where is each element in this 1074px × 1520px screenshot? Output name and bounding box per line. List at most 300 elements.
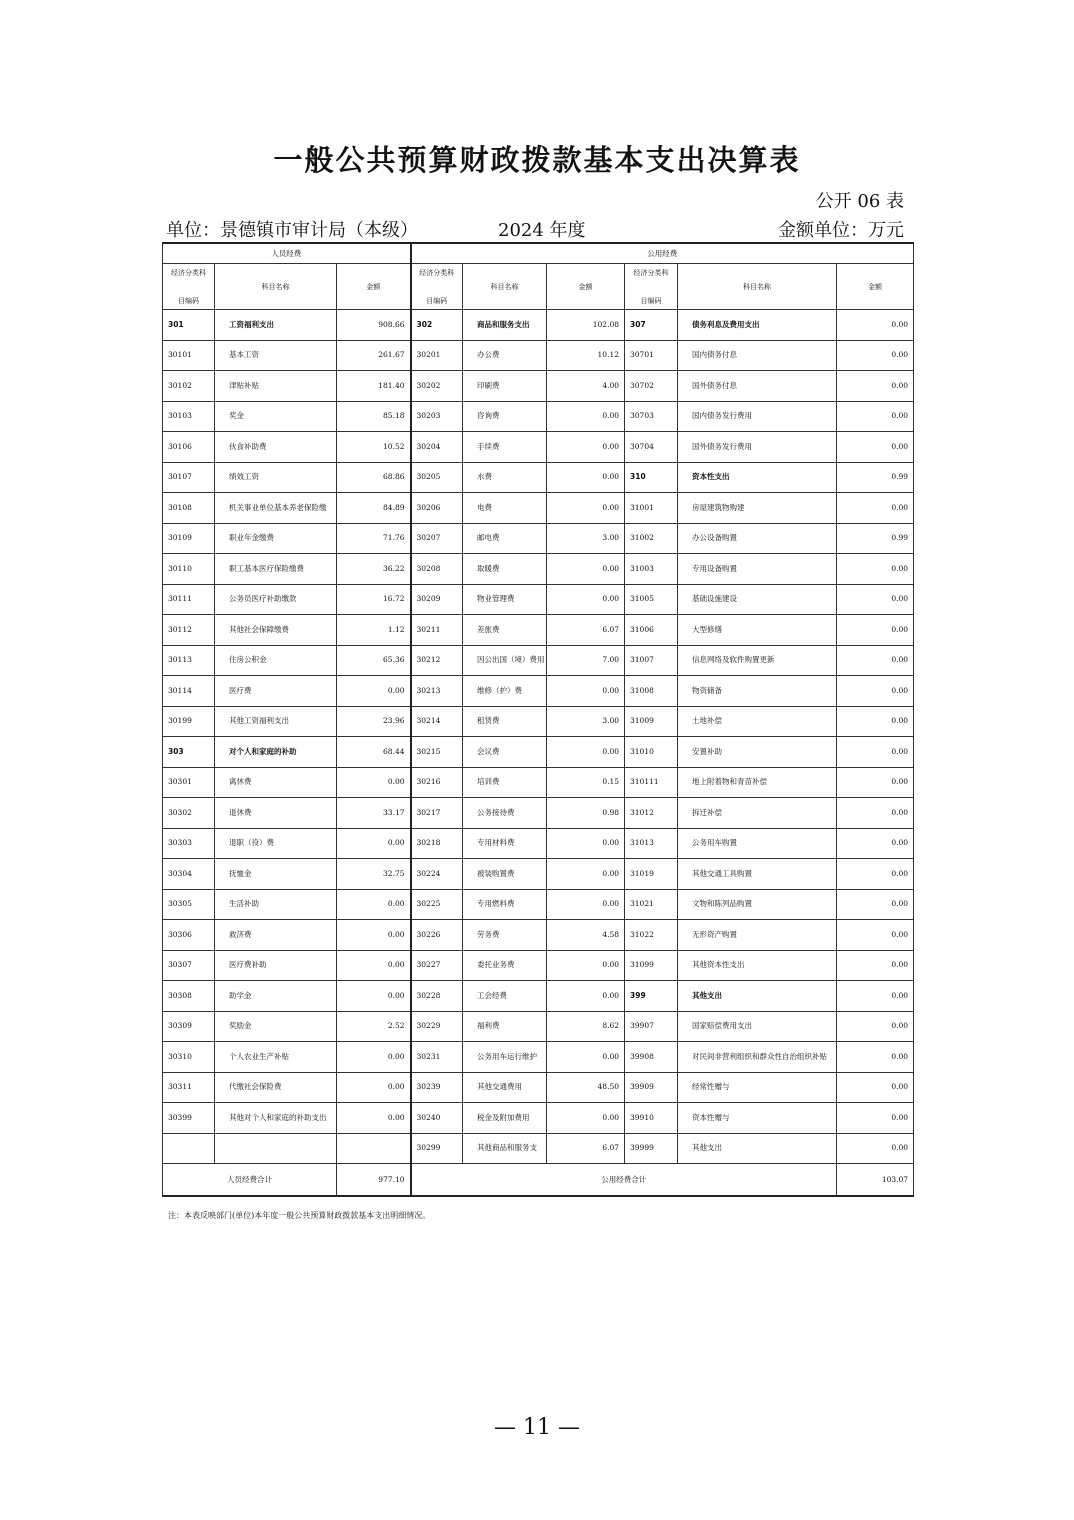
table-row [163,706,914,737]
cell-code: 39909 [625,1072,678,1103]
table-row [163,737,914,768]
cell-name: 救济费 [215,920,337,951]
table-row [163,615,914,646]
cell-name: 其他支出 [678,981,837,1012]
header-amount: 金额 [337,264,411,310]
cell-code: 31009 [625,706,678,737]
cell-code: 301 [163,310,215,341]
cell-code: 31002 [625,523,678,554]
cell-name: 租赁费 [463,706,547,737]
header-name: 科目名称 [215,264,337,310]
cell-name: 专用设备购置 [678,554,837,585]
cell-name: 工会经费 [463,981,547,1012]
header-amount: 金额 [837,264,914,310]
cell-name: 生活补助 [215,889,337,920]
cell-code: 30239 [411,1072,463,1103]
cell-name: 因公出国（境）费用 [463,645,547,676]
cell-amount: 0.00 [837,554,914,585]
table-row [163,432,914,463]
public-total-label: 公用经费合计 [411,1164,837,1197]
cell-amount: 0.00 [837,615,914,646]
cell-name: 委托业务费 [463,950,547,981]
cell-name: 电费 [463,493,547,524]
cell-amount: 908.66 [337,310,411,341]
cell-amount: 0.00 [337,981,411,1012]
cell-name: 专用材料费 [463,828,547,859]
cell-name: 个人农业生产补贴 [215,1042,337,1073]
cell-amount: 0.98 [547,798,625,829]
cell-amount: 0.00 [547,737,625,768]
cell-name: 手续费 [463,432,547,463]
cell-amount: 1.12 [337,615,411,646]
cell-name: 被装购置费 [463,859,547,890]
cell-code: 39908 [625,1042,678,1073]
table-row [163,1103,914,1134]
cell-code: 31008 [625,676,678,707]
cell-amount: 0.00 [837,584,914,615]
table-row [163,371,914,402]
cell-amount: 33.17 [337,798,411,829]
cell-code: 30212 [411,645,463,676]
cell-amount: 0.00 [547,462,625,493]
cell-amount: 6.07 [547,615,625,646]
cell-code: 30204 [411,432,463,463]
cell-amount: 0.00 [547,950,625,981]
cell-code: 30107 [163,462,215,493]
cell-name: 其他交通费用 [463,1072,547,1103]
cell-amount: 0.00 [837,310,914,341]
cell-code: 31099 [625,950,678,981]
cell-code: 30305 [163,889,215,920]
cell-code: 399 [625,981,678,1012]
public-total-amount: 103.07 [837,1164,914,1197]
cell-code: 307 [625,310,678,341]
cell-code: 30704 [625,432,678,463]
cell-name: 国家赔偿费用支出 [678,1011,837,1042]
cell-amount: 23.96 [337,706,411,737]
cell-name: 取暖费 [463,554,547,585]
cell-amount: 0.00 [547,432,625,463]
group-header-row [163,243,914,264]
unit-label: 单位：景德镇市审计局（本级） [166,220,418,241]
cell-name: 奖励金 [215,1011,337,1042]
cell-amount: 0.00 [837,798,914,829]
cell-name: 培训费 [463,767,547,798]
cell-amount: 181.40 [337,371,411,402]
cell-name: 办公费 [463,340,547,371]
cell-code: 30202 [411,371,463,402]
cell-code: 30301 [163,767,215,798]
table-row [163,1011,914,1042]
cell-amount: 0.00 [547,554,625,585]
cell-name: 经常性赠与 [678,1072,837,1103]
table-row [163,981,914,1012]
cell-amount: 68.86 [337,462,411,493]
cell-amount: 0.00 [837,676,914,707]
cell-code: 30110 [163,554,215,585]
table-row [163,523,914,554]
money-unit-label: 金额单位：万元 [778,220,904,241]
cell-name: 咨询费 [463,401,547,432]
cell-name: 印刷费 [463,371,547,402]
table-row [163,859,914,890]
cell-name: 税金及附加费用 [463,1103,547,1134]
cell-name: 国内债务发行费用 [678,401,837,432]
cell-code: 30114 [163,676,215,707]
cell-amount: 0.00 [837,950,914,981]
cell-code: 30304 [163,859,215,890]
cell-code: 30308 [163,981,215,1012]
cell-name: 地上附着物和青苗补偿 [678,767,837,798]
cell-amount: 0.00 [837,767,914,798]
personnel-total-amount: 977.10 [337,1164,411,1197]
cell-amount: 85.18 [337,401,411,432]
cell-name: 其他对个人和家庭的补助支出 [215,1103,337,1134]
cell-name: 离休费 [215,767,337,798]
cell-amount: 102.08 [547,310,625,341]
cell-code: 30211 [411,615,463,646]
cell-amount: 0.00 [547,493,625,524]
cell-amount: 0.00 [337,1042,411,1073]
cell-code: 30208 [411,554,463,585]
table-row [163,950,914,981]
group-public: 公用经费 [411,243,914,264]
cell-code: 31022 [625,920,678,951]
cell-name [215,1133,337,1164]
cell-name: 商品和服务支出 [463,310,547,341]
cell-code: 31013 [625,828,678,859]
cell-amount: 8.62 [547,1011,625,1042]
cell-amount: 0.99 [837,462,914,493]
cell-name: 邮电费 [463,523,547,554]
cell-name: 办公设备购置 [678,523,837,554]
cell-name: 其他交通工具购置 [678,859,837,890]
cell-name: 职工基本医疗保险缴费 [215,554,337,585]
cell-amount: 10.52 [337,432,411,463]
group-personnel: 人员经费 [163,243,411,264]
cell-amount: 4.58 [547,920,625,951]
cell-amount: 3.00 [547,523,625,554]
cell-name: 对个人和家庭的补助 [215,737,337,768]
cell-name: 维修（护）费 [463,676,547,707]
cell-code: 30214 [411,706,463,737]
cell-code: 303 [163,737,215,768]
cell-code: 30240 [411,1103,463,1134]
cell-code: 30201 [411,340,463,371]
cell-amount: 0.00 [837,1133,914,1164]
cell-code: 30227 [411,950,463,981]
cell-code: 30229 [411,1011,463,1042]
cell-amount: 10.12 [547,340,625,371]
cell-code: 39999 [625,1133,678,1164]
cell-code: 30225 [411,889,463,920]
table-row [163,401,914,432]
cell-amount: 0.00 [547,401,625,432]
cell-code [163,1133,215,1164]
cell-name: 工资福利支出 [215,310,337,341]
cell-code: 31021 [625,889,678,920]
cell-name: 伙食补助费 [215,432,337,463]
cell-name: 拆迁补偿 [678,798,837,829]
cell-code: 30702 [625,371,678,402]
year-label: 2024 年度 [498,220,586,241]
cell-code: 30399 [163,1103,215,1134]
cell-name: 无形资产购置 [678,920,837,951]
cell-amount: 0.00 [837,432,914,463]
cell-amount: 0.00 [837,706,914,737]
cell-name: 绩效工资 [215,462,337,493]
cell-name: 水费 [463,462,547,493]
cell-amount: 68.44 [337,737,411,768]
cell-code: 30203 [411,401,463,432]
personnel-total-label: 人员经费合计 [163,1164,337,1197]
cell-name: 退职（役）费 [215,828,337,859]
cell-name: 津贴补贴 [215,371,337,402]
cell-code: 30309 [163,1011,215,1042]
cell-amount: 0.00 [337,1072,411,1103]
cell-amount: 0.00 [837,828,914,859]
cell-code: 31006 [625,615,678,646]
cell-amount: 4.00 [547,371,625,402]
header-code: 经济分类科 目编码 [625,264,678,310]
cell-name: 大型修缮 [678,615,837,646]
table-note: 注：本表反映部门(单位)本年度一般公共预算财政拨款基本支出明细情况。 [168,1211,431,1220]
cell-name: 基础设施建设 [678,584,837,615]
cell-amount: 0.00 [337,920,411,951]
cell-code: 30224 [411,859,463,890]
cell-code: 31005 [625,584,678,615]
cell-amount: 0.00 [837,340,914,371]
cell-amount: 6.07 [547,1133,625,1164]
cell-name: 土地补偿 [678,706,837,737]
cell-code: 30307 [163,950,215,981]
cell-name: 安置补助 [678,737,837,768]
header-amount: 金额 [547,264,625,310]
cell-name: 奖金 [215,401,337,432]
cell-amount: 0.00 [547,889,625,920]
cell-amount: 0.00 [547,859,625,890]
cell-name: 医疗费 [215,676,337,707]
cell-name: 机关事业单位基本养老保险缴 [215,493,337,524]
cell-name: 公务用车运行维护 [463,1042,547,1073]
table-row [163,798,914,829]
cell-amount: 0.00 [337,1103,411,1134]
cell-amount: 0.00 [337,828,411,859]
cell-code: 30106 [163,432,215,463]
cell-code: 31019 [625,859,678,890]
cell-amount: 0.00 [547,1103,625,1134]
form-number: 公开 06 表 [815,191,904,212]
table-row [163,920,914,951]
cell-name: 文物和陈列品购置 [678,889,837,920]
cell-code: 30306 [163,920,215,951]
cell-amount: 7.00 [547,645,625,676]
cell-amount: 0.15 [547,767,625,798]
cell-code: 310111 [625,767,678,798]
cell-amount: 71.76 [337,523,411,554]
cell-code: 30216 [411,767,463,798]
cell-code: 31003 [625,554,678,585]
cell-code: 30701 [625,340,678,371]
cell-name: 资本性赠与 [678,1103,837,1134]
cell-name: 医疗费补助 [215,950,337,981]
cell-name: 公务接待费 [463,798,547,829]
cell-name: 专用燃料费 [463,889,547,920]
cell-amount: 0.00 [547,981,625,1012]
header-code: 经济分类科 目编码 [411,264,463,310]
cell-name: 债务利息及费用支出 [678,310,837,341]
cell-code: 30111 [163,584,215,615]
cell-amount: 0.00 [547,828,625,859]
totals-row [163,1164,914,1197]
cell-amount: 261.67 [337,340,411,371]
cell-amount: 36.22 [337,554,411,585]
cell-code: 30102 [163,371,215,402]
cell-code: 30199 [163,706,215,737]
cell-code: 39907 [625,1011,678,1042]
table-row [163,462,914,493]
cell-code: 30205 [411,462,463,493]
cell-code: 30218 [411,828,463,859]
cell-amount: 0.00 [337,676,411,707]
cell-name: 其他商品和服务支 [463,1133,547,1164]
cell-amount: 0.00 [837,1042,914,1073]
table-row [163,645,914,676]
cell-amount: 3.00 [547,706,625,737]
cell-name: 代缴社会保险费 [215,1072,337,1103]
cell-name: 对民间非营利组织和群众性自治组织补贴 [678,1042,837,1073]
cell-amount: 0.00 [547,584,625,615]
cell-name: 差旅费 [463,615,547,646]
cell-code: 30207 [411,523,463,554]
cell-amount [337,1133,411,1164]
header-code: 经济分类科 目编码 [163,264,215,310]
cell-code: 31001 [625,493,678,524]
cell-name: 国外债务发行费用 [678,432,837,463]
cell-name: 其他资本性支出 [678,950,837,981]
cell-amount: 65.36 [337,645,411,676]
cell-code: 30231 [411,1042,463,1073]
cell-amount: 32.75 [337,859,411,890]
cell-amount: 0.00 [837,889,914,920]
cell-name: 劳务费 [463,920,547,951]
cell-code: 31012 [625,798,678,829]
cell-name: 其他支出 [678,1133,837,1164]
table-row [163,1042,914,1073]
cell-amount: 0.00 [837,981,914,1012]
cell-code: 30228 [411,981,463,1012]
cell-code: 31010 [625,737,678,768]
cell-name: 退休费 [215,798,337,829]
table-row [163,584,914,615]
cell-code: 30103 [163,401,215,432]
table-row [163,1133,914,1164]
cell-code: 30209 [411,584,463,615]
cell-code: 30311 [163,1072,215,1103]
table-row [163,767,914,798]
table-row [163,340,914,371]
cell-code: 30703 [625,401,678,432]
cell-amount: 0.00 [837,401,914,432]
page-title: 一般公共预算财政拨款基本支出决算表 [273,143,801,177]
cell-amount: 0.00 [337,767,411,798]
header-name: 科目名称 [678,264,837,310]
cell-name: 信息网络及软件购置更新 [678,645,837,676]
cell-amount: 84.89 [337,493,411,524]
cell-code: 30217 [411,798,463,829]
cell-name: 会议费 [463,737,547,768]
table-row [163,889,914,920]
cell-name: 其他工资福利支出 [215,706,337,737]
cell-code: 30206 [411,493,463,524]
cell-name: 资本性支出 [678,462,837,493]
cell-name: 公务用车购置 [678,828,837,859]
expenditure-table [162,242,914,1197]
cell-amount: 0.00 [547,1042,625,1073]
cell-amount: 48.50 [547,1072,625,1103]
cell-name: 物业管理费 [463,584,547,615]
page-number: — 11 — [494,1415,580,1440]
cell-amount: 2.52 [337,1011,411,1042]
cell-name: 房屋建筑物购建 [678,493,837,524]
table-row [163,493,914,524]
column-header-row [163,264,914,310]
cell-amount: 0.00 [837,371,914,402]
cell-name: 助学金 [215,981,337,1012]
cell-amount: 0.00 [837,1103,914,1134]
cell-amount: 0.00 [837,1011,914,1042]
cell-amount: 0.00 [337,950,411,981]
cell-code: 30215 [411,737,463,768]
cell-amount: 0.00 [837,920,914,951]
table-row [163,1072,914,1103]
cell-code: 310 [625,462,678,493]
cell-code: 30303 [163,828,215,859]
header-name: 科目名称 [463,264,547,310]
cell-code: 30101 [163,340,215,371]
cell-code: 30112 [163,615,215,646]
table-row [163,310,914,341]
cell-name: 国内债务付息 [678,340,837,371]
cell-code: 30226 [411,920,463,951]
cell-name: 公务员医疗补助缴款 [215,584,337,615]
cell-name: 福利费 [463,1011,547,1042]
table-row [163,676,914,707]
cell-name: 国外债务付息 [678,371,837,402]
cell-code: 30109 [163,523,215,554]
cell-amount: 16.72 [337,584,411,615]
cell-amount: 0.99 [837,523,914,554]
cell-name: 抚恤金 [215,859,337,890]
cell-name: 住房公积金 [215,645,337,676]
cell-amount: 0.00 [547,676,625,707]
cell-amount: 0.00 [837,737,914,768]
cell-amount: 0.00 [837,645,914,676]
cell-code: 30108 [163,493,215,524]
cell-code: 39910 [625,1103,678,1134]
cell-name: 物资储备 [678,676,837,707]
cell-amount: 0.00 [337,889,411,920]
cell-name: 基本工资 [215,340,337,371]
table-row [163,828,914,859]
table-row [163,554,914,585]
cell-amount: 0.00 [837,859,914,890]
cell-code: 31007 [625,645,678,676]
cell-code: 30299 [411,1133,463,1164]
cell-name: 职业年金缴费 [215,523,337,554]
cell-amount: 0.00 [837,1072,914,1103]
cell-name: 其他社会保障缴费 [215,615,337,646]
